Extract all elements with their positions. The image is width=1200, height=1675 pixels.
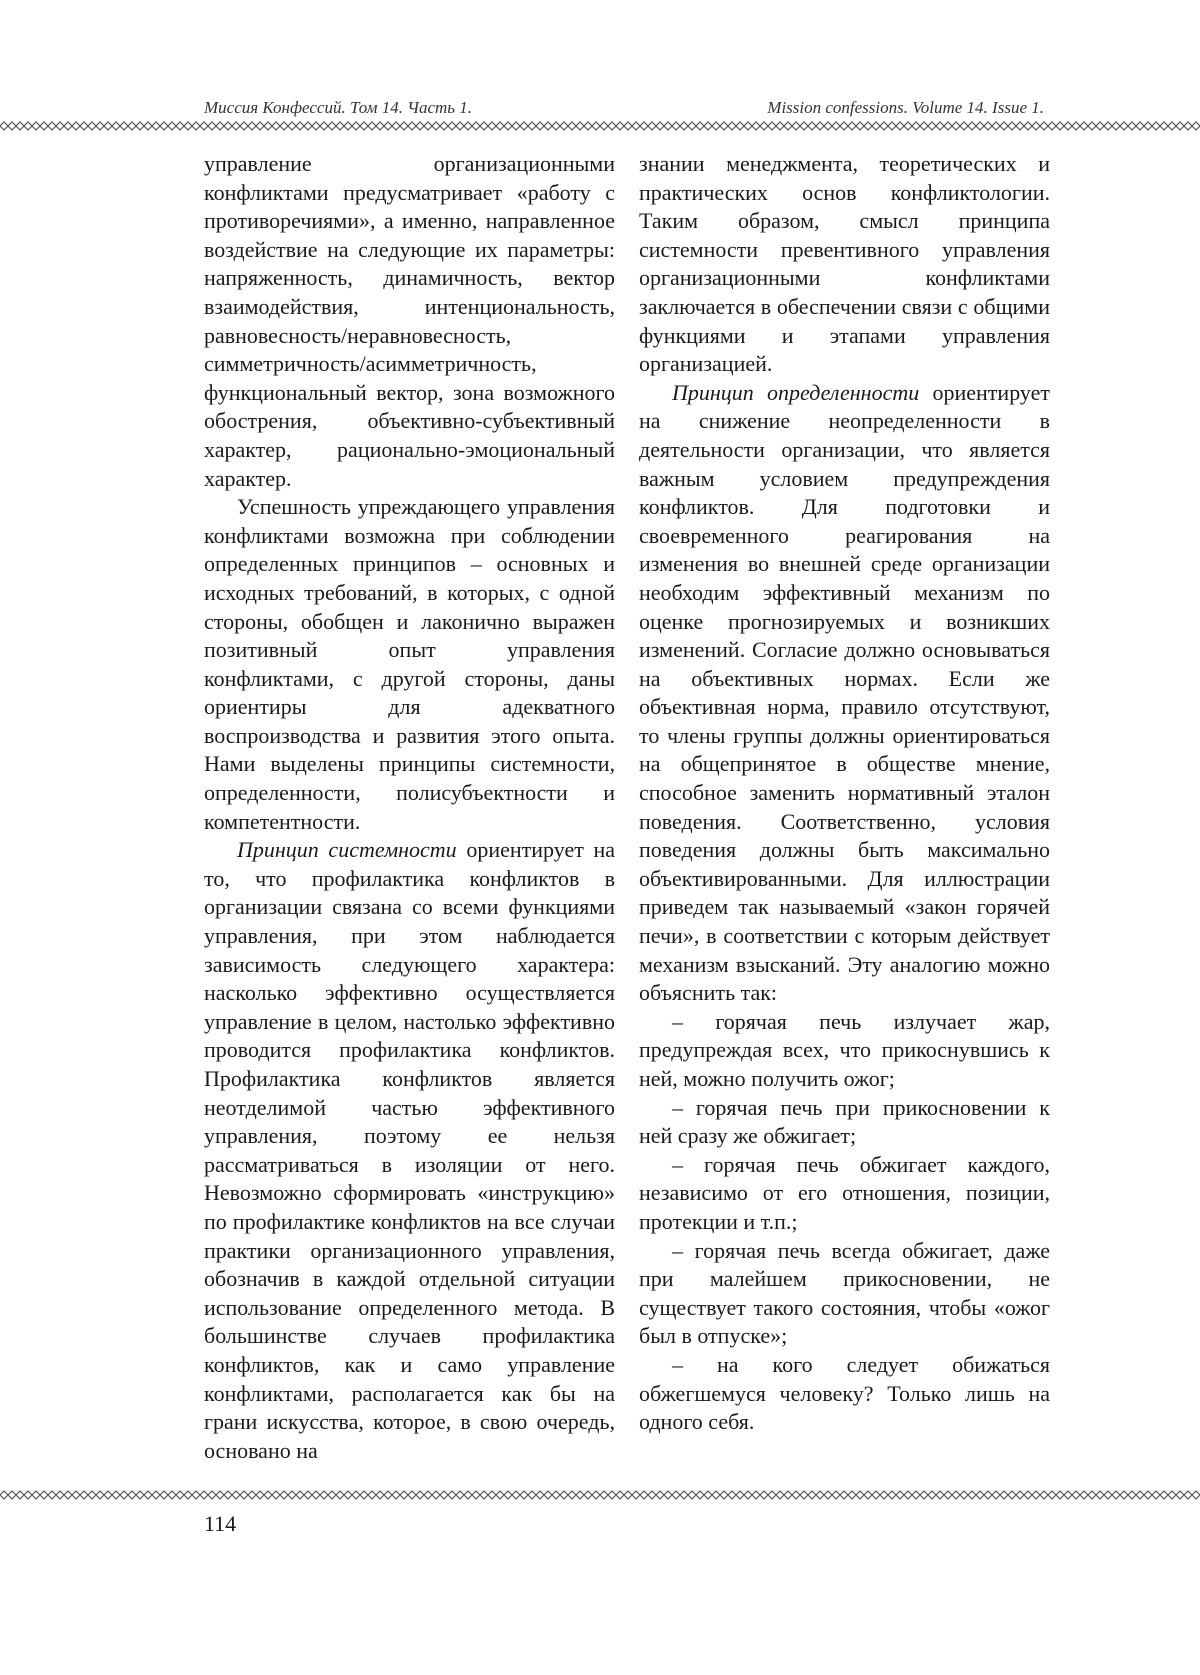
left-paragraph-3-text: ориентирует на то, что профилактика конфликтов в организации связана со всеми функциями управления, при этом наблюдается зависимость следующего характера: насколько эффективно осуществляется управление в целом, настолько эффективно проводится профилактика конфликтов. Профилактика конфликтов является неотделимой частью эффективного управления, поэтому ее нельзя рассматриваться в изоляции от него. Невозможно сформировать «инструкцию» по профилактике конфликтов на все случаи практики организационного управления, обозначив в каждой отдельной ситуации использование определенного метода. В большинстве случаев профилактика конфликтов, как и само управление конфликтами, располагается как бы на грани искусства, которое, в свою очередь, основано на (204, 837, 615, 1463)
page-number: 114 (204, 1511, 237, 1536)
header-journal-ru: Миссия Конфессий. Том 14. Часть 1. (204, 98, 473, 117)
bottom-ornament-svg (0, 1489, 1200, 1501)
list-item: – горячая печь обжигает каждого, независимо от его отношения, позиции, протекции и т.п.; (639, 1151, 1050, 1234)
right-paragraph-2-text: ориентирует на снижение неопределенности в деятельности организации, что является важным условием предупреждения конфликтов. Для подготовки и своевременного реагирования на изменения во внешней среде организации необходим эффективный механизм по оценке прогнозируемых и возникших изменений. Согласие должно основываться на объективных нормах. Если же объективная норма, правило отсутствуют, то члены группы должны ориентироваться на общепринятое в обществе мнение, способное заменить нормативный эталон поведения. Соответственно, условия поведения должны быть максимально объективированными. Для иллюстрации приведем так называемый «закон горячей печи», в соответствии с которым действует механизм взысканий. Эту аналогию можно объяснить так: (639, 379, 1050, 1006)
right-paragraph-2 (639, 379, 1050, 1008)
right-paragraph-1: знании менеджмента, теоретических и практических основ конфликтологии. Таким образом, смысл принципа системности превентивного управления организационными конфликтами заключается в обеспечении связи с общими функциями и этапами управления организацией. (639, 151, 1050, 377)
principle-certainty-term: Принцип определенности (672, 379, 920, 405)
running-header (204, 94, 1044, 120)
top-ornament-svg (0, 120, 1200, 132)
header-journal-en: Mission confessions. Volume 14. Issue 1. (767, 98, 1044, 117)
left-paragraph-1: управление организационными конфликтами предусматривает «работу с противоречиями», а именно, направленное воздействие на следующие их параметры: напряженность, динамичность, вектор взаимодействия, интенциональность, равновесность/неравновесность, симметричность/асимметричность, функциональный вектор, зона возможного обострения, объективно-субъективный характер, рационально-эмоциональный характер. (204, 151, 615, 491)
list-item: – горячая печь излучает жар, предупреждая всех, что прикоснувшись к ней, можно получить ожог; (639, 1008, 1050, 1091)
left-column (204, 150, 615, 1465)
list-item: – горячая печь при прикосновении к ней сразу же обжигает; (639, 1094, 1050, 1149)
bottom-ornament-divider (0, 1489, 1200, 1501)
list-item: – горячая печь всегда обжигает, даже при малейшем прикосновении, не существует такого состояния, чтобы «ожог был в отпуске»; (639, 1237, 1050, 1349)
principle-systemic-term: Принцип системности (237, 837, 457, 863)
left-paragraph-2: Успешность упреждающего управления конфликтами возможна при соблюдении определенных принципов – основных и исходных требований, в которых, с одной стороны, обобщен и лаконично выражен позитивный опыт управления конфликтами, с другой стороны, даны ориентиры для адекватного воспроизводства и развития этого опыта. Нами выделены принципы системности, определенности, полисубъектности и компетентности. (204, 494, 615, 834)
top-ornament-divider (0, 120, 1200, 132)
left-paragraph-3 (204, 836, 615, 1465)
list-item: – на кого следует обижаться обжегшемуся человеку? Только лишь на одного себя. (639, 1351, 1050, 1435)
right-column (639, 150, 1050, 1437)
